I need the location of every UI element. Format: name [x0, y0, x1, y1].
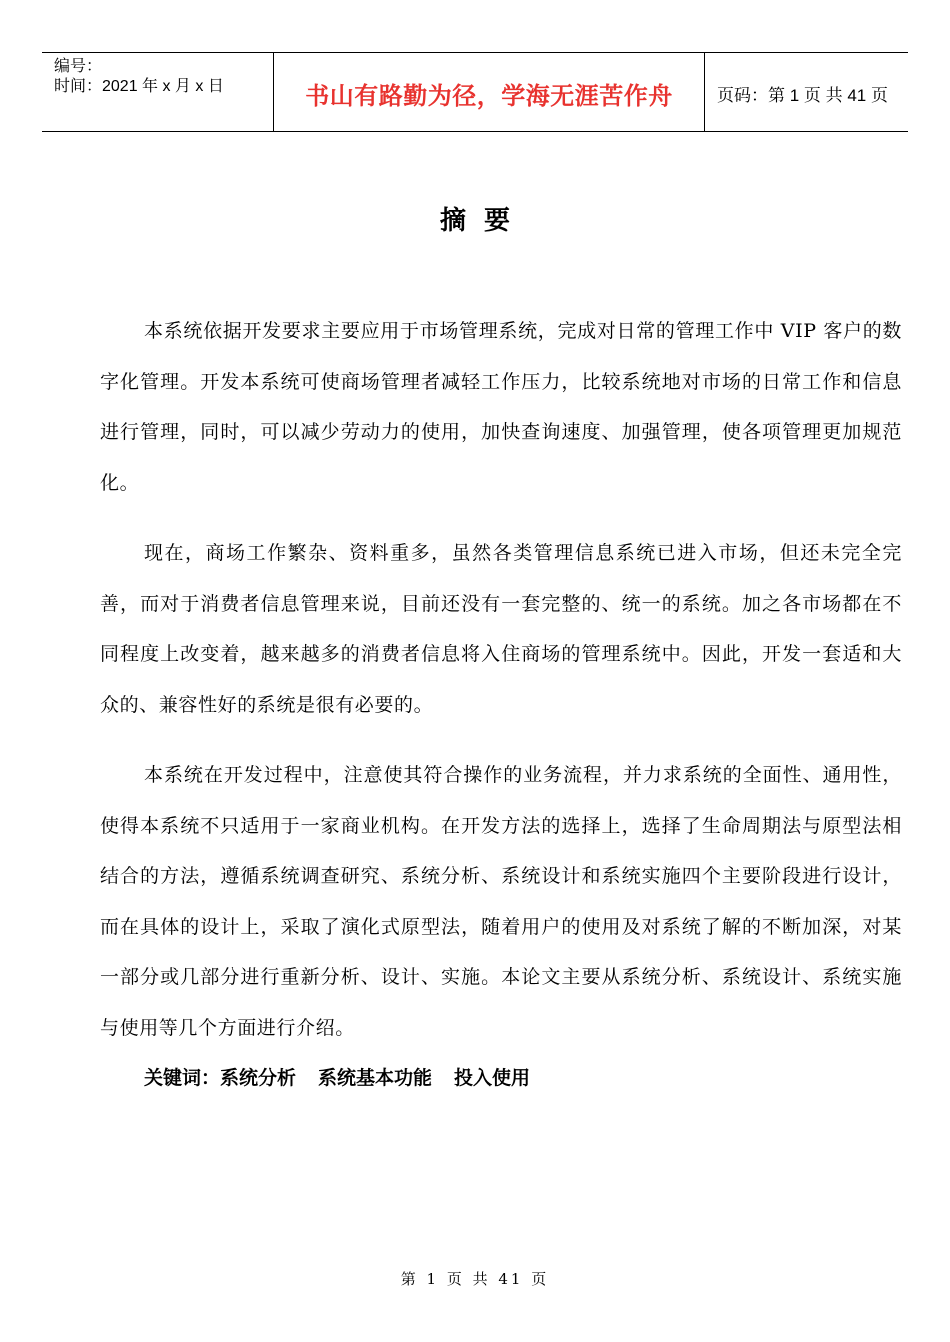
keywords-label: 关键词： — [144, 1067, 221, 1089]
keyword-item: 系统基本功能 — [318, 1067, 433, 1089]
paragraph-2: 现在，商场工作繁杂、资料重多，虽然各类管理信息系统已进入市场，但还未完全完善，而对于消费者信息管理来说，目前还没有一套完整的、统一的系统。加之各市场都在不同程度上改变着，越来越多的消费者信息将入住商场的管理系统中。因此，开发一套适和大众的、兼容性好的系统是很有必要的。 — [100, 542, 902, 716]
keywords — [100, 1063, 902, 1093]
header-page-info: 页码：第 1 页 共 41 页 — [717, 85, 888, 105]
time-label: 时间：2021 年 x 月 x 日 — [54, 78, 224, 95]
document-header — [42, 52, 908, 132]
page-footer: 第 1 页 共 41 页 — [400, 1270, 550, 1288]
number-label: 编号： — [54, 58, 103, 75]
header-meta — [42, 53, 274, 131]
page-title: 摘要 — [439, 206, 528, 236]
motto: 书山有路勤为径，学海无涯苦作舟 — [274, 53, 705, 131]
keyword-item: 系统分析 — [220, 1067, 297, 1089]
paragraph-3: 本系统在开发过程中，注意使其符合操作的业务流程，并力求系统的全面性、通用性，使得本系统不只适用于一家商业机构。在开发方法的选择上，选择了生命周期法与原型法相结合的方法，遵循系统调查研究、系统分析、系统设计和系统实施四个主要阶段进行设计，而在具体的设计上，采取了演化式原型法，随着用户的使用及对系统了解的不断加深，对某一部分或几部分进行重新分析、设计、实施。本论文主要从系统分析、系统设计、系统实施与使用等几个方面进行介绍。 — [100, 764, 902, 1039]
paragraph-1: 本系统依据开发要求主要应用于市场管理系统，完成对日常的管理工作中 VIP 客户的数字化管理。开发本系统可使商场管理者减轻工作压力，比较系统地对市场的日常工作和信息进行管理，同时，可以减少劳动力的使用，加快查询速度、加强管理，使各项管理更加规范化。 — [100, 320, 902, 494]
keyword-item: 投入使用 — [454, 1067, 531, 1089]
abstract-body — [100, 306, 902, 1093]
